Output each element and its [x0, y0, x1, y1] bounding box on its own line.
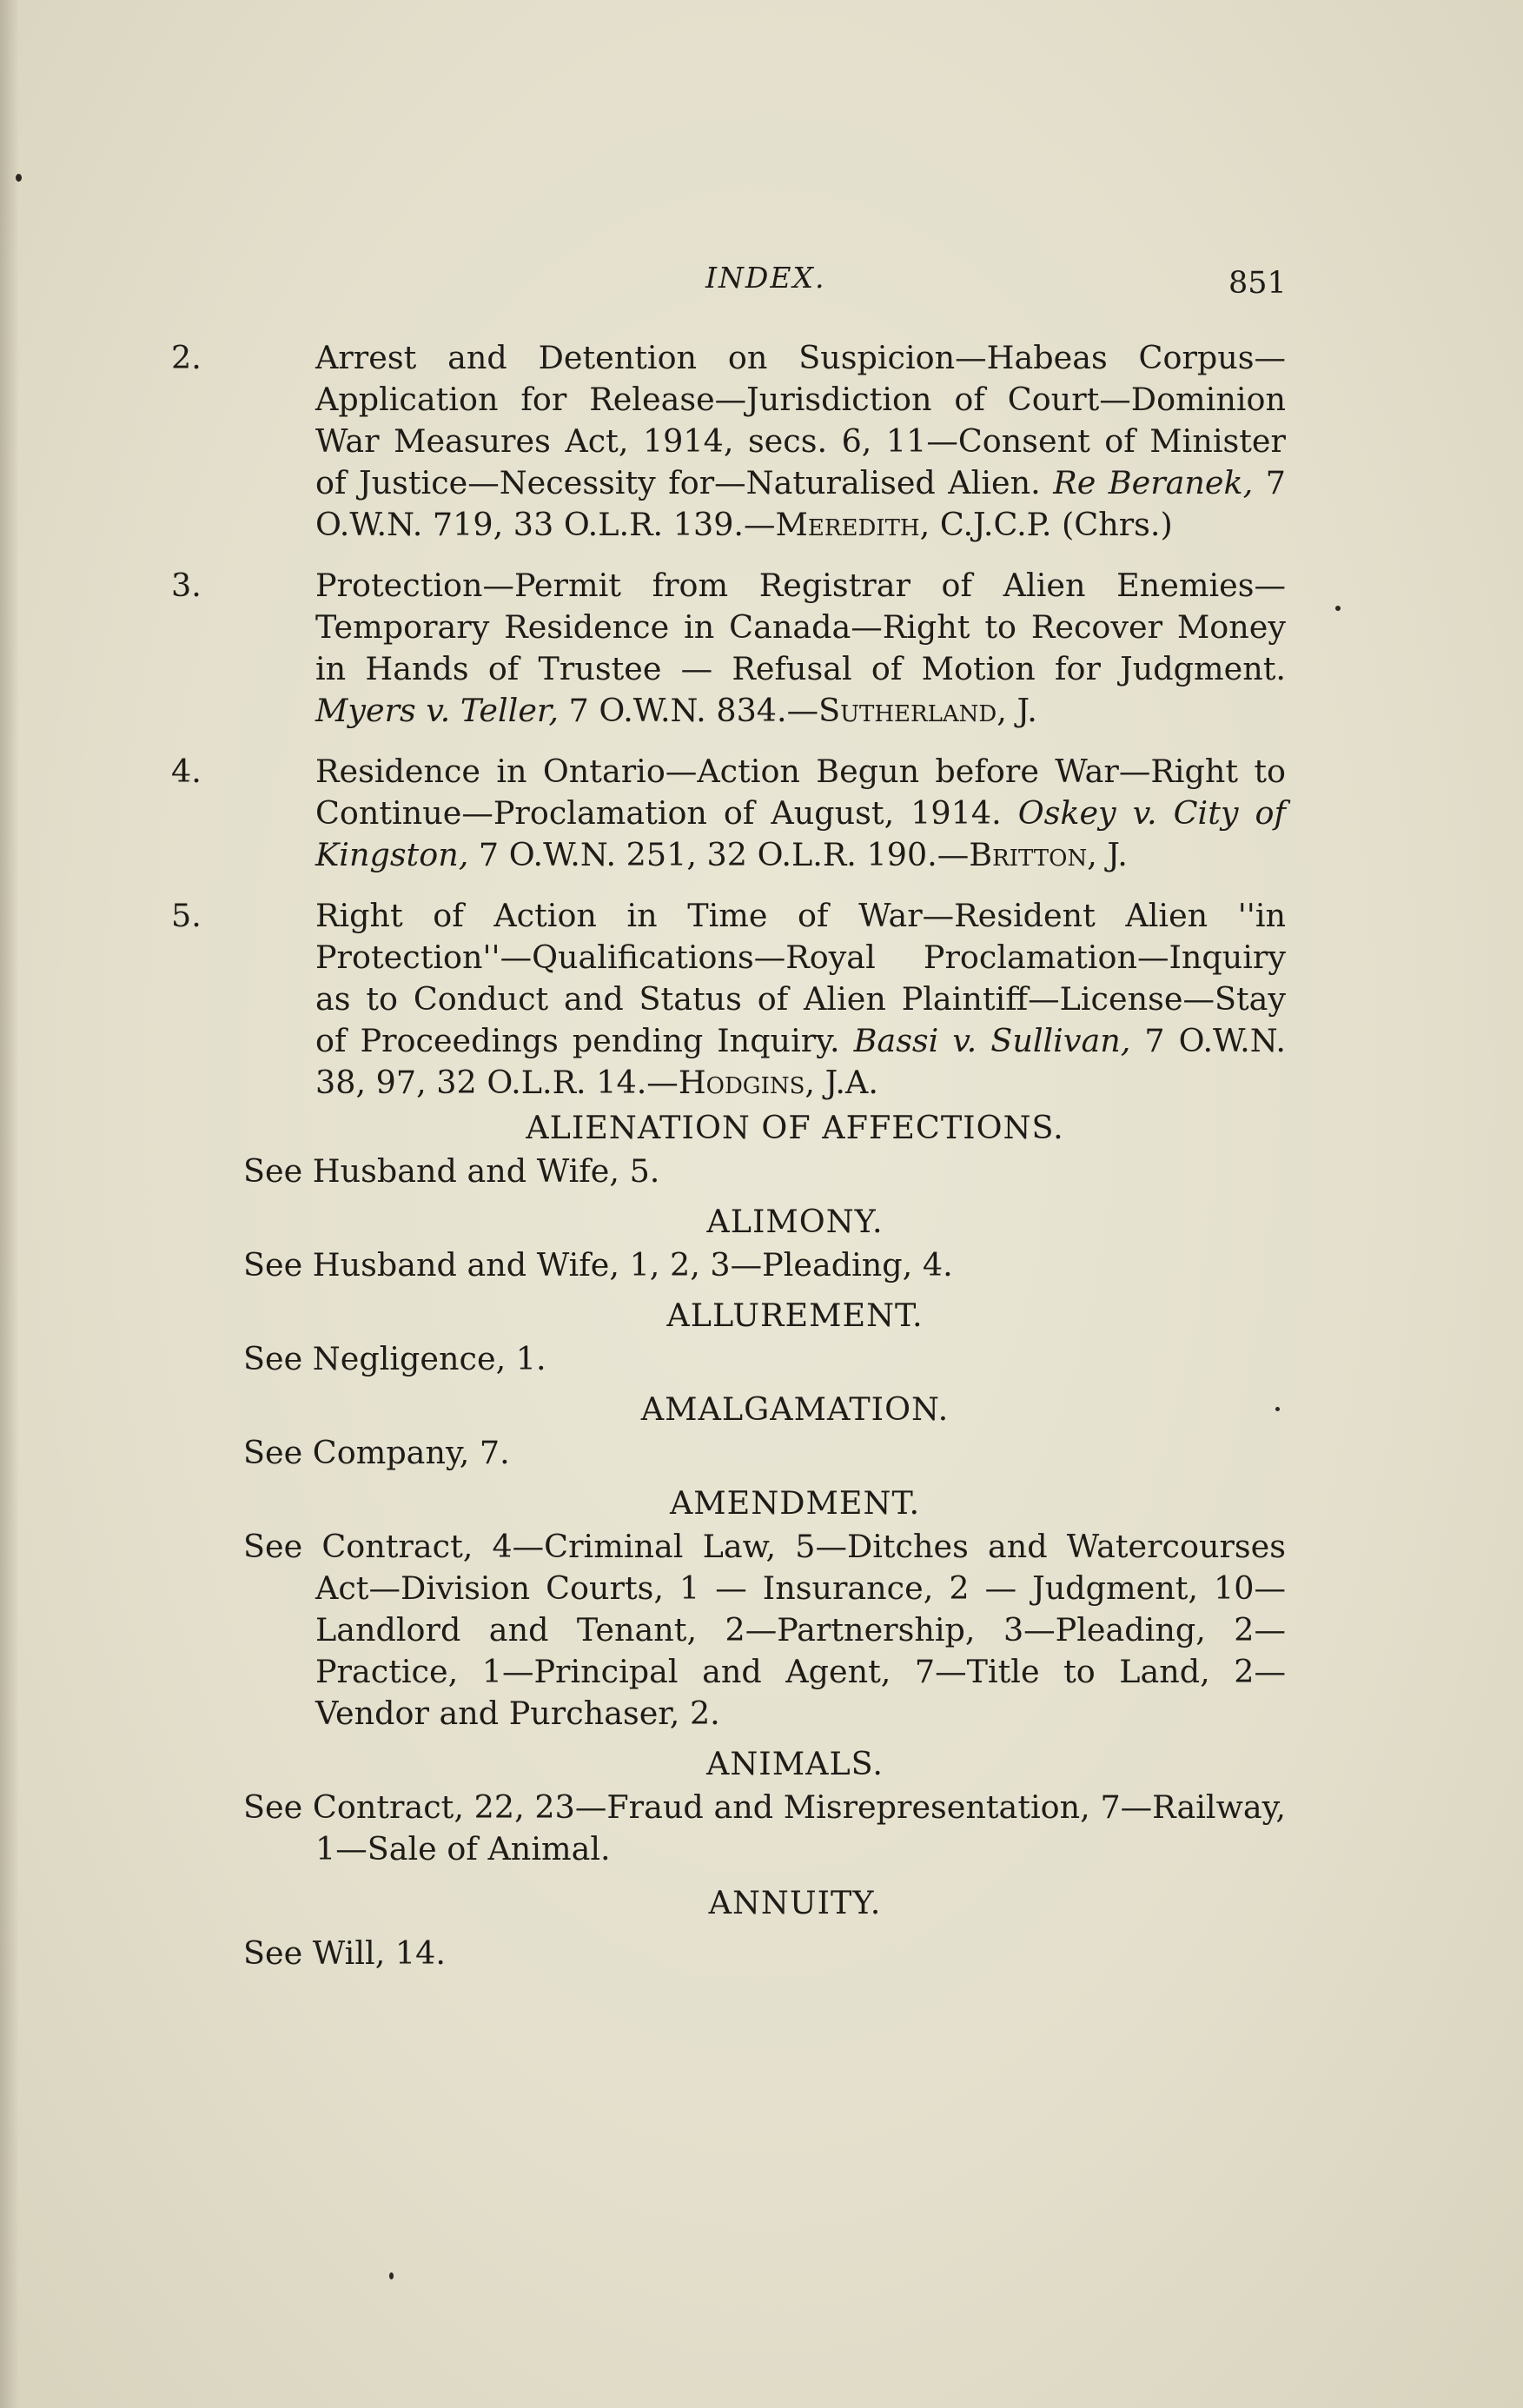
entry-text: Protection—Permit from Registrar of Alien Enemies—Temporary Residence in Canada—Right to Recover Money in Hands of Trustee — Refusal of Motion for Judgment.	[315, 567, 1286, 687]
judge-suffix: C.J.C.P. (Chrs.)	[939, 506, 1173, 543]
judge: Meredith,	[775, 506, 930, 543]
see-reference-amendment: See Contract, 4—Criminal Law, 5—Ditches and Watercourses Act—Division Courts, 1 — Insurance, 2 — Judgment, 10—Landlord and Tenant, 2—Partnership, 3—Pleading, 2—Practice, 1—Principal and Agent, 7—Title to Land, 2—Vendor and Purchaser, 2.	[243, 1528, 1286, 1732]
citation: 7 O.W.N. 251, 32 O.L.R. 190.—	[478, 836, 970, 873]
see-reference-alienation: See Husband and Wife, 5.	[243, 1152, 660, 1190]
judge-suffix: J.A.	[824, 1064, 878, 1101]
judge: Sutherland,	[818, 692, 1007, 729]
section-heading-animals: ANIMALS.	[706, 1745, 884, 1782]
page-number: 851	[1228, 266, 1287, 301]
see-reference-amalgamation: See Company, 7.	[243, 1434, 510, 1471]
judge: Hodgins,	[678, 1064, 816, 1101]
case-name: Bassi v. Sullivan,	[853, 1022, 1131, 1059]
judge-suffix: J.	[1107, 836, 1128, 873]
citation: 7 O.W.N. 834.—	[568, 692, 819, 729]
see-reference-animals: See Contract, 22, 23—Fraud and Misrepresentation, 7—Railway, 1—Sale of Animal.	[243, 1788, 1286, 1867]
index-entry-2: 2. Arrest and Detention on Suspicion—Habeas Corpus—Application for Release—Jurisdiction of Court—Dominion War Measures Act, 1914, secs. 6, 11—Consent of Minister of Justice—Necessity for—Naturalised Alien. Re Beranek, 7 O.W.N. 719, 33 O.L.R. 139.—Meredith, C.J.C.P. (Chrs.)	[171, 339, 1286, 543]
citation: 7 O.W.N. 38, 97, 32 O.L.R. 14.—	[315, 1022, 1286, 1101]
ink-speck	[16, 174, 22, 182]
ink-speck	[389, 2272, 394, 2279]
citation: 7 O.W.N. 719, 33 O.L.R. 139.—	[315, 464, 1286, 543]
index-entry-5: 5. Right of Action in Time of War—Resident Alien ''in Protection''—Qualifications—Royal Proclamation—Inquiry as to Conduct and Status of Alien Plaintiff—License—Stay of Proceedings pending Inquiry. Bassi v. Sullivan, 7 O.W.N. 38, 97, 32 O.L.R. 14.—Hodgins, J.A.	[171, 897, 1286, 1101]
running-head: INDEX.	[705, 261, 826, 295]
section-heading-amendment: AMENDMENT.	[669, 1484, 921, 1522]
case-name: Oskey v. City of Kingston,	[315, 794, 1286, 873]
section-heading-allurement: ALLUREMENT.	[666, 1297, 924, 1334]
ink-speck	[1275, 1407, 1280, 1411]
spine-shadow	[0, 0, 19, 2408]
section-heading-alimony: ALIMONY.	[706, 1203, 884, 1240]
see-reference-allurement: See Negligence, 1.	[243, 1340, 546, 1377]
index-content	[171, 337, 1286, 1983]
entry-text: Arrest and Detention on Suspicion—Habeas Corpus—Application for Release—Jurisdiction of Court—Dominion War Measures Act, 1914, secs. 6, 11—Consent of Minister of Justice—Necessity for—Naturalised Alien.	[315, 339, 1286, 501]
judge: Britton,	[969, 836, 1097, 873]
case-name: Myers v. Teller,	[315, 692, 559, 729]
entry-text: Right of Action in Time of War—Resident Alien ''in Protection''—Qualifications—Royal Proclamation—Inquiry as to Conduct and Status of Alien Plaintiff—License—Stay of Proceedings pending Inquiry.	[315, 897, 1286, 1059]
case-name: Re Beranek,	[1053, 464, 1254, 501]
section-heading-alienation: ALIENATION OF AFFECTIONS.	[526, 1109, 1064, 1146]
see-reference-alimony: See Husband and Wife, 1, 2, 3—Pleading, 4.	[243, 1246, 953, 1284]
judge-suffix: J.	[1016, 692, 1037, 729]
ink-speck	[1335, 606, 1341, 611]
index-entry-3: 3. Protection—Permit from Registrar of Alien Enemies—Temporary Residence in Canada—Right to Recover Money in Hands of Trustee — Refusal of Motion for Judgment. Myers v. Teller, 7 O.W.N. 834.—Sutherland, J.	[171, 567, 1286, 729]
section-heading-annuity: ANNUITY.	[708, 1884, 882, 1921]
index-entry-4: 4. Residence in Ontario—Action Begun before War—Right to Continue—Proclamation of August, 1914. Oskey v. City of Kingston, 7 O.W.N. 251, 32 O.L.R. 190.—Britton, J.	[171, 753, 1286, 873]
see-reference-annuity: See Will, 14.	[243, 1934, 446, 1972]
section-heading-amalgamation: AMALGAMATION.	[640, 1390, 950, 1428]
page-header	[0, 261, 1523, 304]
entry-text: Residence in Ontario—Action Begun before War—Right to Continue—Proclamation of August, 1914.	[315, 753, 1286, 832]
